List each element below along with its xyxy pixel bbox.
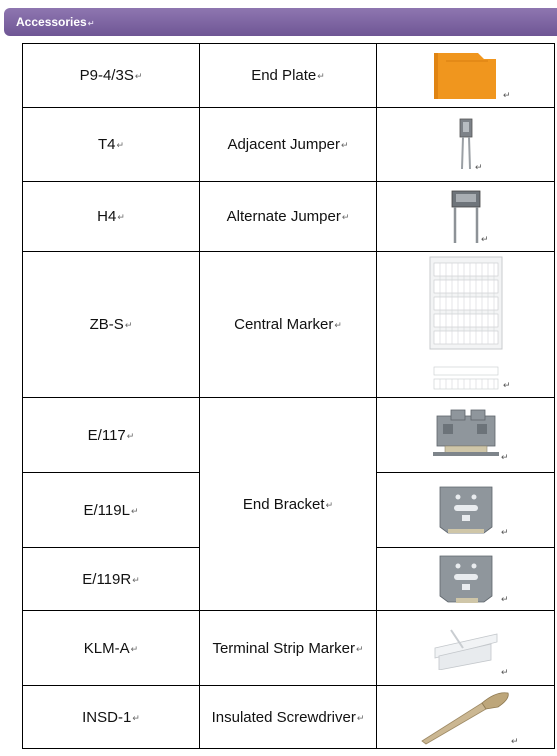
accessories-table (22, 43, 555, 749)
description-cell: End Plate↵ (200, 44, 377, 108)
part-number-cell: INSD-1↵ (23, 686, 200, 749)
description-cell: Adjacent Jumper↵ (200, 108, 377, 182)
terminal-strip-marker-image (431, 626, 501, 670)
section-title: Accessories↵ (16, 15, 95, 29)
product-image-cell: ↵ (377, 44, 555, 108)
insulated-screwdriver-image (416, 689, 516, 745)
part-number-cell: ZB-S↵ (23, 252, 200, 398)
alternate-jumper-image (446, 187, 486, 247)
part-number-cell: H4↵ (23, 182, 200, 252)
product-image-cell: ↵ (377, 398, 555, 473)
product-image-cell: ↵ (377, 473, 555, 548)
end-bracket-117-image (431, 408, 501, 462)
part-number-cell: E/119L↵ (23, 473, 200, 548)
description-cell: Alternate Jumper↵ (200, 182, 377, 252)
table-row (23, 182, 555, 252)
product-image-cell: ↵ (377, 108, 555, 182)
part-number-cell: P9-4/3S↵ (23, 44, 200, 108)
table-row (23, 108, 555, 182)
description-cell: Central Marker↵ (200, 252, 377, 398)
part-number-cell: T4↵ (23, 108, 200, 182)
part-number-cell: E/119R↵ (23, 548, 200, 611)
end-bracket-119r-image (434, 552, 498, 606)
part-number-cell: E/117↵ (23, 398, 200, 473)
description-cell: Insulated Screwdriver↵ (200, 686, 377, 749)
section-header-bar (4, 8, 557, 36)
end-plate-image (426, 51, 506, 101)
description-cell: Terminal Strip Marker↵ (200, 611, 377, 686)
table-row (23, 398, 555, 473)
table-row (23, 686, 555, 749)
table-row (23, 44, 555, 108)
product-image-cell: ↵ (377, 182, 555, 252)
part-number-cell: KLM-A↵ (23, 611, 200, 686)
product-image-cell: ↵ (377, 611, 555, 686)
marker-sheet-image (426, 255, 506, 395)
product-image-cell: ↵ (377, 252, 555, 398)
table-row (23, 611, 555, 686)
table-row (23, 252, 555, 398)
product-image-cell: ↵ (377, 686, 555, 749)
description-cell: End Bracket↵ (200, 398, 377, 611)
product-image-cell: ↵ (377, 548, 555, 611)
end-bracket-119l-image (434, 483, 498, 537)
